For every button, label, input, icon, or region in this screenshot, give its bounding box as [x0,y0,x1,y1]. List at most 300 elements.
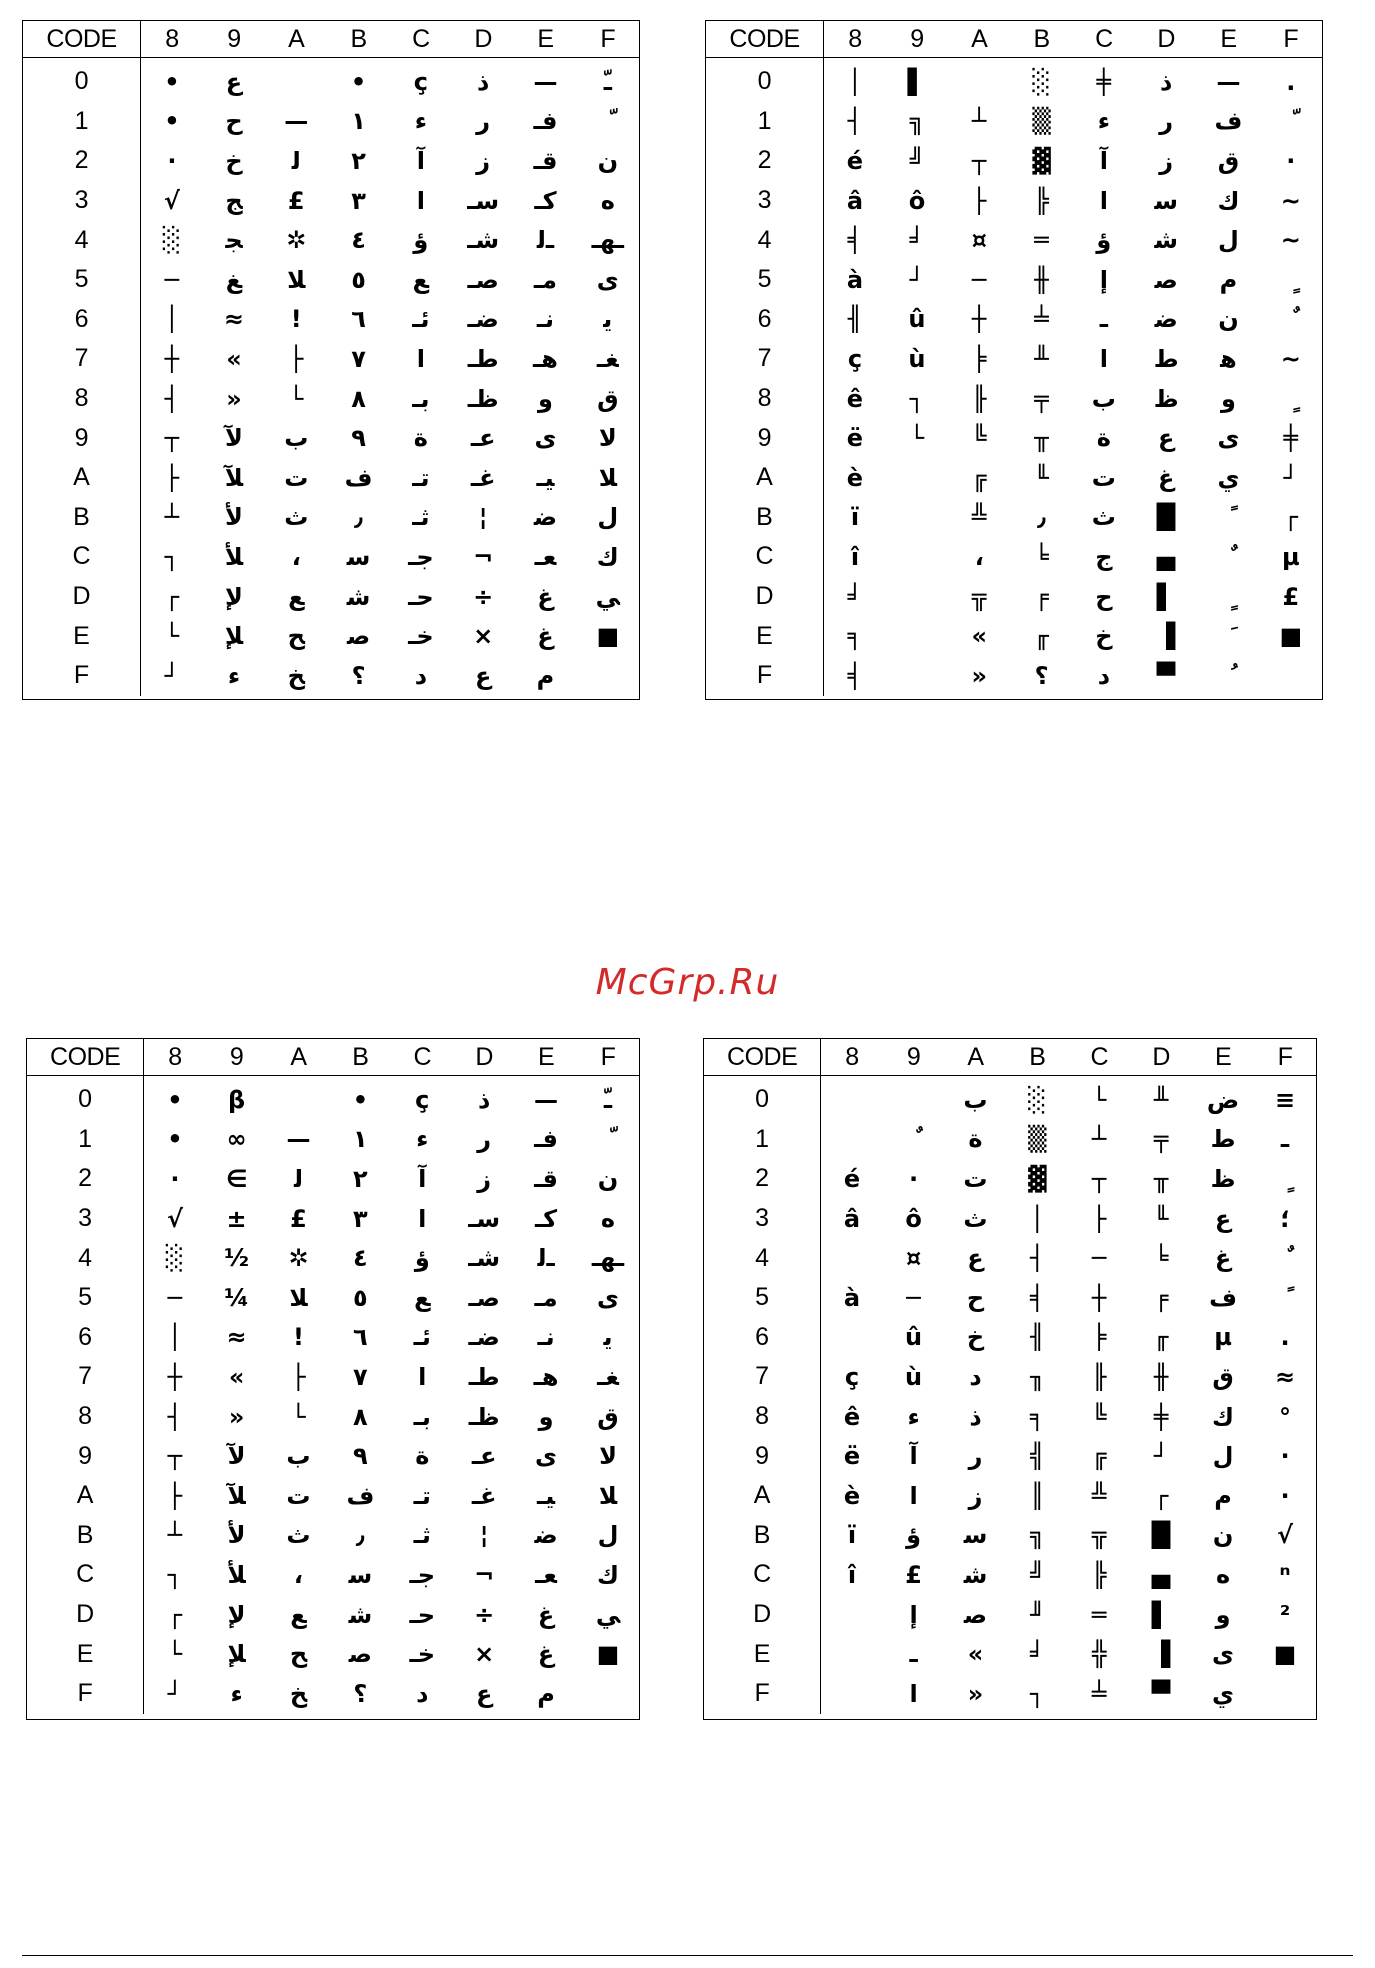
character-cell: و [1215,1600,1231,1629]
character-cell [886,577,948,617]
table-row [704,1199,1316,1239]
character-cell: ﻐـ [597,1362,619,1391]
character-cell: ؛ [1280,1204,1290,1233]
character-cell: ﺦ [287,661,305,690]
table-row [23,498,639,538]
character-cell: ـّ [603,67,612,96]
column-header: F [1254,1039,1316,1076]
character-cell: ├ [1092,1204,1107,1233]
character-cell: │ [167,1323,183,1352]
character-cell: آ [909,1442,918,1471]
character-cell: é [846,146,864,175]
character-cell: ╟ [972,384,987,413]
character-cell: ﺑـ [412,384,430,413]
character-cell: ﺻـ [467,265,499,294]
character-cell: ﺥ [966,1323,985,1352]
character-cell: ل [597,1521,619,1550]
character-cell: │ [847,67,863,96]
character-cell: ﺀ [230,1679,243,1708]
character-cell: ١ [351,107,366,136]
character-cell: ﻉ [967,1244,984,1273]
character-cell: ﻊ [290,1600,307,1629]
character-cell: ▓ [1032,146,1051,175]
row-code-label: 6 [706,300,824,340]
character-cell [1260,102,1322,142]
character-cell: ┘ [1283,463,1299,492]
character-cell: ة [413,424,428,453]
column-header: 8 [821,1039,883,1076]
row-code-label: 8 [704,1397,821,1437]
column-header: 9 [206,1039,268,1076]
character-cell: ﻶ [224,463,244,492]
table-row [704,1634,1316,1674]
character-cell: £ [290,1204,307,1233]
character-cell: ﻟ [293,1164,303,1193]
character-cell: ف [344,463,373,492]
character-cell: ى [535,1442,558,1471]
code-header: CODE [27,1039,144,1076]
character-cell: ن [1218,305,1239,334]
character-cell: إ [1099,265,1108,294]
character-cell: ╝ [1030,1560,1045,1589]
column-header: B [1006,1039,1068,1076]
character-cell: ط [1153,344,1179,373]
table-row [23,577,639,617]
character-cell: ┴ [164,503,180,532]
character-cell: ╕ [1030,1402,1045,1431]
character-cell: ر [476,107,491,136]
character-cell: ت [963,1164,988,1193]
character-cell: ▌ [1156,582,1176,611]
character-cell: ٦ [351,305,366,334]
character-cell: ﺳ [346,542,371,571]
table-row [706,141,1322,181]
character-cell: û [908,305,926,334]
character-cell: ﺳـ [468,1204,501,1233]
character-cell: ﺡ [1095,582,1113,611]
header-row [27,1039,639,1076]
column-header: F [577,1039,639,1076]
row-code-label: 0 [706,58,824,102]
table-row [27,1634,639,1674]
character-cell: ﻏـ [471,1481,497,1510]
character-cell: ﺷ [963,1560,988,1589]
character-cell: ٩ [351,424,366,453]
table-row [27,1555,639,1595]
character-cell: ¬ [474,1560,495,1589]
character-cell: ﻫـ [533,1362,559,1391]
character-cell: ـﻬـ [591,1244,625,1273]
character-cell: ﻼ [598,1481,618,1510]
character-cell: ڧـ [534,1125,559,1154]
character-cell: ╘ [1153,1244,1169,1273]
character-cell [883,1120,945,1160]
character-cell: ✲ [288,1244,309,1273]
table-row [706,418,1322,458]
character-cell: ﻷ [225,503,243,532]
column-header: A [945,1039,1007,1076]
row-code-label: A [23,458,141,498]
character-cell: ▐ [1151,1640,1171,1669]
character-cell: ╚ [1092,1402,1107,1431]
character-cell: ﺷ [1154,226,1178,255]
column-header: A [268,1039,330,1076]
row-code-label: B [704,1516,821,1556]
character-cell: ¦ [478,503,488,532]
character-cell: ﻇـ [468,1402,500,1431]
character-cell: ╟ [1092,1362,1107,1391]
character-cell: ء [416,1125,429,1154]
table-row [23,300,639,340]
character-cell: ﻙ [597,1560,619,1589]
row-code-label: C [704,1555,821,1595]
character-cell: ∈ [225,1164,248,1193]
character-cell: ﻣـ [533,265,557,294]
character-cell: ╛ [1030,1640,1045,1669]
row-code-label: 9 [23,418,141,458]
character-cell [886,537,948,577]
character-cell: · [1280,1442,1290,1471]
character-cell: ╪ [1153,1402,1169,1431]
character-cell: ¬ [473,542,494,571]
character-cell: ╢ [1030,1323,1045,1352]
column-header: C [1068,1039,1130,1076]
character-cell: ﺻ [346,622,371,651]
column-header: 8 [824,21,886,58]
character-cell: ﻳ [603,1323,613,1352]
character-cell: ┘ [1153,1442,1169,1471]
row-code-label: 3 [706,181,824,221]
character-cell: ┴ [167,1521,183,1550]
row-code-label: 5 [704,1278,821,1318]
character-cell: ╪ [1096,67,1112,96]
table-row [706,577,1322,617]
character-cell: ╣ [1030,1442,1045,1471]
character-cell: ç [415,1085,430,1114]
character-cell: ╤ [1034,384,1049,413]
character-cell: · [1280,1481,1290,1510]
row-code-label: 5 [27,1278,144,1318]
character-cell: ﻍ [537,622,554,651]
column-header: E [515,1039,577,1076]
character-cell: ٩ [353,1442,368,1471]
character-cell [821,1595,883,1635]
character-cell [1260,379,1322,419]
character-cell: ﻺ [227,1640,246,1669]
table-row [27,1476,639,1516]
character-cell: ç [844,1362,860,1391]
row-code-label: A [704,1476,821,1516]
character-cell: ﻇـ [467,384,499,413]
character-cell: ﻹ [225,582,243,611]
character-cell: ! [293,1323,304,1352]
character-cell: µ [1281,542,1300,571]
character-cell: ﺿـ [467,305,499,334]
character-cell: ╡ [847,661,863,690]
character-cell: ﻡ [536,661,555,690]
character-cell [577,1120,639,1160]
character-cell [821,1238,883,1278]
character-cell [886,656,948,696]
character-cell: ـ [909,1640,918,1669]
character-cell: ﺠ [225,226,243,255]
character-cell: ﺳـ [467,186,500,215]
character-cell [1197,656,1259,696]
character-cell [577,656,639,696]
character-cell: ╡ [1030,1283,1045,1312]
character-cell: « [228,1362,245,1391]
character-cell: ح [225,107,243,136]
character-cell: ث [1091,503,1116,532]
character-cell: ب [963,1085,988,1114]
character-cell: │ [1030,1204,1045,1233]
table-row [706,616,1322,656]
character-cell [1254,1159,1316,1199]
character-cell: ق [1212,1362,1234,1391]
character-cell: ٫ [1037,503,1047,532]
character-cell: ﻌـ [534,542,557,571]
character-cell [1254,1238,1316,1278]
character-cell: ╚ [972,424,987,453]
header-row [706,21,1322,58]
character-cell: ـﻬـ [591,226,624,255]
character-cell: ▒ [1032,107,1051,136]
column-header: 9 [203,21,265,58]
character-cell: · [170,1164,180,1193]
character-cell: ┤ [1030,1244,1045,1273]
character-cell: ض [1206,1085,1240,1114]
table-row [706,458,1322,498]
character-cell: ٣ [353,1204,368,1233]
column-header: 9 [886,21,948,58]
table-row [704,1595,1316,1635]
character-cell: ا [1099,186,1108,215]
character-cell: ░ [162,226,182,255]
code-header: CODE [704,1039,821,1076]
character-cell: ▒ [1028,1125,1047,1154]
character-cell: │ [164,305,180,334]
character-cell: ﻉ [475,1679,493,1708]
character-cell: ﺀ [227,661,241,690]
character-cell: ع [1214,1204,1232,1233]
character-cell: ë [843,1442,861,1471]
character-cell: . [1280,1323,1290,1352]
row-code-label: E [704,1634,821,1674]
character-cell: ﺟـ [408,542,434,571]
character-cell: ﺋـ [413,1323,431,1352]
row-code-label: 3 [23,181,141,221]
character-cell: ╘ [1034,542,1049,571]
character-cell: ╩ [1092,1481,1107,1510]
character-cell: ت [1091,463,1116,492]
character-cell: ك [1212,1402,1235,1431]
character-cell: ﻴـ [537,1481,556,1510]
character-cell: ٨ [353,1402,368,1431]
footer-rule [22,1955,1353,1956]
row-code-label: 2 [27,1159,144,1199]
character-cell: ٦ [353,1323,368,1352]
character-cell: ﺛـ [412,503,430,532]
character-cell: ▀ [1151,1679,1171,1708]
character-cell: ╥ [1034,424,1049,453]
character-cell: ـ [1099,305,1108,334]
row-code-label: D [704,1595,821,1635]
character-cell: ف [1214,107,1243,136]
code-table-top-right [705,20,1323,700]
character-cell: إ [909,1600,918,1629]
character-cell: ﻧـ [536,305,555,334]
table-row [704,1318,1316,1358]
character-cell: ├ [972,186,987,215]
character-cell: ل [1212,1442,1234,1471]
character-cell: ┌ [1283,503,1299,532]
character-cell [886,458,948,498]
character-cell: ¤ [971,226,987,255]
character-cell: ╓ [1153,1323,1169,1352]
row-code-label: 7 [706,339,824,379]
character-cell: غ [1157,463,1175,492]
character-cell: ﺳ [348,1560,373,1589]
character-cell: ﺋـ [412,305,430,334]
table-row [704,1159,1316,1199]
character-cell: ≈ [226,1323,247,1352]
character-cell: ﻣـ [534,1283,558,1312]
character-cell: ~ [1280,226,1301,255]
character-cell: ز [476,146,491,175]
character-cell: ╞ [972,344,987,373]
character-cell: ≈ [1274,1362,1296,1391]
row-code-label: 0 [27,1076,144,1120]
character-cell: ﻻ [599,1442,617,1471]
row-code-label: F [27,1674,144,1714]
character-cell: ﺷـ [468,1244,501,1273]
character-cell: د [1097,661,1111,690]
character-cell: ٣ [351,186,366,215]
column-header: D [452,21,514,58]
character-cell: ﻶ [227,1481,246,1510]
character-cell: ى [1212,1640,1235,1669]
character-cell: ░ [1032,67,1051,96]
character-cell: ─ [164,265,180,294]
character-cell: ├ [167,1481,183,1510]
character-cell: ├ [289,344,304,373]
character-cell: ١ [353,1125,368,1154]
character-cell: ﻛـ [534,186,557,215]
character-cell: ﻍ [537,582,554,611]
watermark: McGrp.Ru [595,962,780,1003]
character-cell: ╧ [1092,1679,1107,1708]
character-cell: ┴ [1092,1125,1107,1154]
character-cell [821,1634,883,1674]
row-code-label: A [706,458,824,498]
character-cell [883,1076,945,1120]
character-cell: و [538,1402,554,1431]
character-cell: ﻷ [227,1521,246,1550]
character-cell: ﺑـ [413,1402,431,1431]
column-header: F [1260,21,1322,58]
character-cell: ∞ [226,1125,247,1154]
character-cell: ا [909,1679,918,1708]
character-cell: ╗ [1030,1521,1045,1550]
character-cell: ذ [478,1085,491,1114]
character-cell: ﺧـ [409,1640,436,1669]
row-code-label: 1 [706,102,824,142]
row-code-label: 8 [23,379,141,419]
character-cell: ﻼ [287,265,306,294]
character-cell: ± [226,1204,247,1233]
table-row [27,1595,639,1635]
row-code-label: 9 [704,1436,821,1476]
character-cell: » [228,1402,245,1431]
character-cell: ╔ [972,463,987,492]
character-cell: « [226,344,242,373]
row-code-label: A [27,1476,144,1516]
character-cell: ﺛـ [413,1521,431,1550]
character-cell: ﺳ [1154,186,1178,215]
character-cell: ﺳ [963,1521,988,1550]
character-cell: ﻸ [227,1560,246,1589]
table-row [23,656,639,696]
table-row [704,1076,1316,1120]
column-header: B [329,1039,391,1076]
character-cell [821,1674,883,1714]
row-code-label: 8 [27,1397,144,1437]
character-cell: ﺿ [1154,305,1178,334]
row-code-label: F [23,656,141,696]
character-cell: ع [225,67,243,96]
character-cell: ╛ [909,226,925,255]
row-code-label: 1 [23,102,141,142]
character-cell: ﻏـ [470,463,496,492]
character-cell: ، [293,1560,304,1589]
character-cell: ا [416,344,425,373]
character-cell: ؤ [414,1244,430,1273]
character-cell: ╠ [1034,186,1049,215]
character-cell: ﻲ [595,1600,621,1629]
character-cell: ٤ [351,226,366,255]
character-cell: ½ [224,1244,250,1273]
code-table-bottom-left [26,1038,640,1720]
character-cell: ٥ [351,265,366,294]
table-row [27,1436,639,1476]
character-cell: ﺷ [348,1600,373,1629]
character-cell: ┬ [972,146,987,175]
column-header: C [1073,21,1135,58]
table-row [27,1238,639,1278]
character-cell: ﻵ [225,424,243,453]
character-cell: « [967,1640,984,1669]
character-cell: £ [1282,582,1300,611]
character-cell: ؤ [906,1521,922,1550]
character-cell [948,58,1010,102]
column-header: A [265,21,327,58]
character-cell [577,102,639,142]
character-cell: â [846,186,864,215]
column-header: B [327,21,389,58]
character-cell: د [416,1679,429,1708]
character-cell: ﻎ [225,265,243,294]
row-code-label: E [23,616,141,656]
row-code-label: 4 [706,220,824,260]
character-cell: آ [416,146,425,175]
row-code-label: 3 [704,1199,821,1239]
table-row [706,537,1322,577]
character-cell: ف [346,1481,375,1510]
table-row [706,498,1322,538]
character-cell: ë [846,424,864,453]
table-row [27,1120,639,1160]
character-cell: β [228,1085,246,1114]
